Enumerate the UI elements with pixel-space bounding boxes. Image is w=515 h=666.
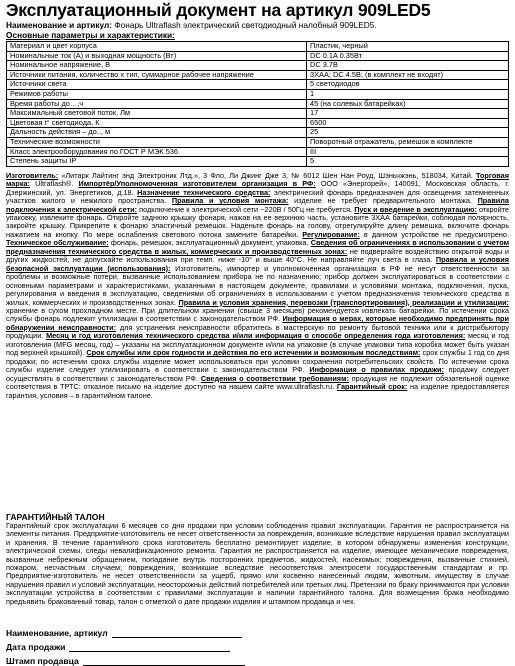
section-label: Месяц и год изготовления технического средства и/или информация о способе определения года изготовления: — [46, 331, 466, 341]
section-text: срок службы 1 год со дня продажи; по истечении срока службы изделие может использоваться при условии сохранения потребительских свойств. По истечении срока службы изделие следует утилизировать в соответствии с законодательством РФ. — [6, 348, 509, 375]
param-value: 1 — [307, 89, 509, 99]
params-row — [7, 147, 509, 157]
param-key: Цветовая t° светодиода, К — [7, 118, 307, 128]
section-label: Пуск и введение в эксплуатацию: — [354, 204, 477, 214]
signature-block — [6, 626, 509, 666]
params-header: Основные параметры и характеристики: — [6, 30, 175, 40]
section-label: Правила и условия монтажа: — [171, 196, 289, 206]
param-key: Номинальные ток (А) и выходная мощность (Вт) — [7, 51, 307, 61]
params-row — [7, 137, 509, 147]
param-key: Источники питания, количество x тип, суммарное рабочее напряжение — [7, 70, 307, 80]
product-name-line — [6, 20, 509, 30]
signature-label: Дата продажи — [6, 641, 66, 652]
signature-row — [6, 626, 509, 638]
section-label: Техническое обслуживание: — [6, 238, 109, 248]
params-row — [7, 157, 509, 167]
param-key: Дальность действия – до.., м — [7, 128, 307, 138]
params-row — [7, 109, 509, 119]
param-key: Степень защиты IP — [7, 157, 307, 167]
params-row — [7, 51, 509, 61]
param-value: Пластик, черный — [307, 42, 509, 52]
section-label: Правила и условия хранения, перевозки (транспортирования), реализации и утилизации: — [178, 297, 509, 307]
section-label: Правила и условия безопасной эксплуатации (использования): — [6, 255, 509, 273]
param-key: Материал и цвет корпуса — [7, 42, 307, 52]
param-value: DC 0.1A 0.35Вт — [307, 51, 509, 61]
section-text: продажу следует осуществлять в соответствии с законодательством РФ. — [6, 365, 509, 383]
params-row — [7, 42, 509, 52]
instructions-text — [6, 172, 509, 509]
section-label: Информация о правилах продажи: — [309, 365, 444, 375]
param-value: 17 — [307, 109, 509, 119]
section-text: ООО «Энергорей», 140091, Московская область, г. Дзержинский, ул. Энергетиков, д.18. — [6, 179, 509, 197]
signature-label: Штамп продавца — [6, 655, 79, 666]
warranty-text: Гарантийный срок эксплуатации 6 месяцев со дня продажи при условии соблюдения правил эксплуатации. Гарантия не распространяется на элементы питания. Предприятие-изготовитель не несет ответственности за повреждения, возникшие вследствие нарушения правил эксплуатации и хранения. В течение гарантийного срока изготовитель бесплатно ремонтирует изделие, в котором обнаружены изменения конструкции, электрической схемы, следы невалификационного ремонта. Гарантия не распространяется на изделие, имеющее механические повреждения, вызванные небрежным обращением, попадание внутрь посторонних предметов, жидкостей, насекомых; повреждения, вызванные стихией, пожаром, несчастным случаем; повреждения, возникшие вследствие несоответствия электросети государственным стандартам и пр. Предприятие-изготовитель не несет ответственности за ущерб, прямо или косвенно нанесенный людям, животным, имуществу в случае нарушения правил и условий эксплуатации, неосторожных действий потребителей или третьих лиц. Претензии по браку принимаются при условии эксплуатации устройства в соответствии с правилами эксплуатации и наличии гарантийного талона. Для возмещения брака необходимо предъявить бракованный товар, талон с отметкой о дате продажи изделия и штампом продавца и чек. — [6, 521, 509, 606]
param-key: Номинальное напряжение, В — [7, 61, 307, 71]
params-row — [7, 128, 509, 138]
params-row — [7, 99, 509, 109]
params-row — [7, 89, 509, 99]
section-label: Назначение технического средства: — [137, 187, 271, 197]
signature-line[interactable] — [83, 656, 245, 666]
section-text: электрический фонарь предназначен для освещения затемненных участков жилого и нежилого пространства. — [6, 187, 509, 206]
param-value: 5 светодиодов — [307, 80, 509, 90]
document-title: Эксплуатационный документ на артикул 909LED5 — [6, 0, 431, 20]
section-label: Информация о мерах, которые необходимо предпринять при обнаружении неисправности: — [6, 314, 509, 332]
document-page — [6, 0, 509, 666]
section-text: не подвергайте воздействию открытой воды и других жидкостей, не допускайте использования при темп. ниже -10° и выше 40°С. Не направляйте луч света в глаза. — [6, 246, 509, 265]
section-text: продукция не подлежит обязательной оценке соответствия в ТРТС: отказное письмо на изделие доступно на нашем сайте www.ultraflash.ru. — [6, 373, 509, 392]
param-key: Максимальный световой поток, Лм — [7, 109, 307, 119]
signature-row — [6, 640, 509, 652]
params-row — [7, 61, 509, 71]
section-label: Правила подключения к электрической сети: — [6, 196, 509, 214]
params-table — [6, 41, 509, 167]
section-text: месяц и год изготовления (MFG месяц, год) – указаны на эксплуатационном документе и/или на упаковке (в случае упаковки типа коробка может быть указан под верхней крышкой). — [6, 331, 509, 358]
param-key: Режимов работы — [7, 89, 307, 99]
section-text: откройте упаковку, извлеките фонарь. Откройте заднюю крышку фонаря, нажав на ее верхнюю часть, установите 3ХАА батарейки, соблюдая полярность, закройте крышку. Прикрепите к фонарю эластичный ремешок. Наденьте фонарь на голову, отрегулируйте длину ремешка, включите фонарь нажатием на кнопку. По мере ослабления светового потока замените батарейки. — [6, 204, 509, 239]
section-text: на изделие предоставляется гарантия, условия – в гарантийном талоне. — [6, 382, 509, 400]
param-value: 6500 — [307, 118, 509, 128]
section-label: Сведения об ограничениях в использовании с учетом предназначения технического средства в жилых, коммерческих и производственных зонах: — [6, 238, 509, 256]
section-label: Регулирование: — [302, 229, 360, 239]
section-text: хранение в сухом прохладном месте. При длительном хранении (свыше 3 месяцев) рекомендуется извлекать батарейки. По истечении срока службы фонарь подлежит утилизации в соответствии с законодательством РФ. — [6, 305, 509, 324]
section-text: для устранения неисправности обратитесь в мастерскую по ремонту бытовой техники или к дистрибьютору продукции. — [6, 322, 509, 341]
param-value: 45 (на солевых батарейках) — [307, 99, 509, 109]
params-row — [7, 118, 509, 128]
param-key: Технические возможности — [7, 137, 307, 147]
signature-line[interactable] — [69, 642, 230, 652]
section-text: изделие не требует предварительного монтажа. — [288, 196, 478, 206]
section-label: Изготовитель: — [6, 171, 59, 180]
section-label: Гарантийный срок: — [336, 382, 408, 392]
section-label: Импортёр/Уполномоченная изготовителем организация в РФ: — [78, 179, 316, 189]
param-value: 5 — [307, 157, 509, 167]
section-text: в данном устройстве не предусмотрено. — [359, 229, 509, 239]
section-label: Срок службы или срок годности и действия по его истечении и возможным последствиям: — [86, 348, 421, 358]
param-value: DC 3.7В — [307, 61, 509, 71]
signature-row — [6, 654, 509, 666]
signature-line[interactable] — [112, 628, 242, 638]
param-value: III — [307, 147, 509, 157]
param-key: Класс электрооборудования по ГОСТ Р МЭК 536 — [7, 147, 307, 157]
param-key: Источники света — [7, 80, 307, 90]
warranty-title: ГАРАНТИЙНЫЙ ТАЛОН — [6, 511, 105, 522]
param-value: 3ХАА; DC 4.5В; (в комплект не входят) — [307, 70, 509, 80]
param-value: 25 — [307, 128, 509, 138]
param-key: Время работы до…,ч — [7, 99, 307, 109]
section-text: «Литарк Лайтинг энд Электроник Лтд.», 3 Фло, Ли Джинг Джe 3, № 6012 Шен Нан Роуд, Шэньчжэнь, 518034, Китай. — [58, 171, 476, 180]
param-value: Поворотный отражатель, ремешок в комплекте — [307, 137, 509, 147]
section-text: подключение к электрической сети ~220В / 50Гц не требуется. — [137, 204, 355, 214]
section-text: Ultraflash®. — [29, 179, 79, 189]
params-row — [7, 80, 509, 90]
section-text: Изготовитель, импортер и уполномоченная организация в РФ не несут ответственности за проблемы и возможные потери, вызванные использованием прибора не по назначению; прибор должен эксплуатироваться в соответствии с основными параметрами и характеристиками, указанными в настоящем документе, правилами и условиями монтажа, подключения, пуска, регулирования и введения в эксплуатацию, сведениями об ограничениях в использовании с учетом предназначения технического средства в жилых, коммерческих и производственных зонах. — [6, 263, 509, 307]
params-row — [7, 70, 509, 80]
section-text: фонарь, ремешок, эксплуатационный документ, упаковка. — [108, 238, 311, 248]
section-label: Торговая марка: — [6, 171, 509, 189]
product-name-label: Наименование и артикул: — [6, 20, 113, 30]
signature-label: Наименование, артикул — [6, 627, 108, 638]
product-name-value: Фонарь Ultraflash электрический светодиодный налобный 909LED5. — [114, 20, 377, 30]
section-label: Сведения о соответствии требованиям: — [200, 373, 349, 383]
